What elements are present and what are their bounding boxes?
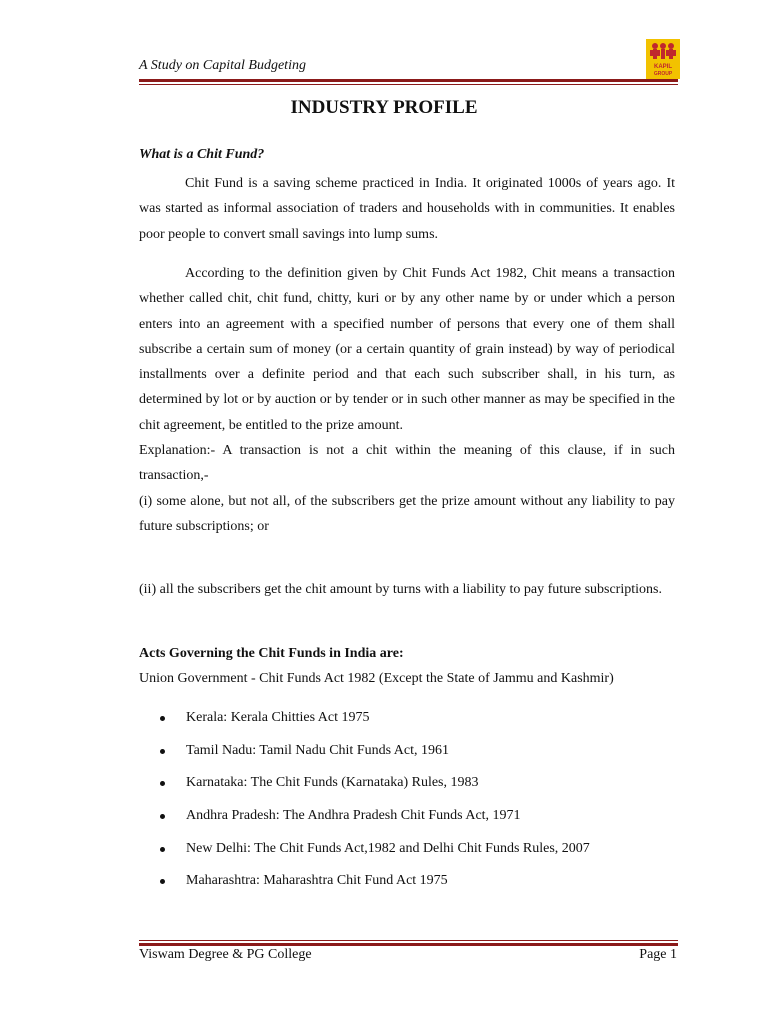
list-item <box>160 841 590 874</box>
body-block-1 <box>139 171 675 247</box>
paragraph-clause-2: (ii) all the subscribers get the chit amount by turns with a liability to pay future subscriptions. <box>139 582 662 597</box>
bullet-icon <box>160 749 165 754</box>
list-item <box>160 710 590 743</box>
page-title: INDUSTRY PROFILE <box>290 97 478 118</box>
svg-text:KAPIL: KAPIL <box>654 64 672 70</box>
acts-union-government: Union Government - Chit Funds Act 1982 (Except the State of Jammu and Kashmir) <box>139 671 614 686</box>
body-block-3 <box>139 577 675 602</box>
list-item <box>160 775 590 808</box>
paragraph-chit-definition: According to the definition given by Chit Funds Act 1982, Chit means a transaction whether called chit, chit fund, chitty, kuri or by any other name by or under which a person enters into an agreement with a specified number of persons that every one of them shall subscribe a certain sum of money (or a certain quantity of grain instead) by way of periodical installments over a definite period and that each such subscriber shall, in his turn, as determined by lot or by auction or by tender or in such other manner as may be specified in the chit agreement, be entitled to the prize amount. <box>139 266 675 433</box>
acts-list <box>160 710 590 906</box>
svg-text:GROUP: GROUP <box>653 71 673 77</box>
paragraph-clause-1: (i) some alone, but not all, of the subscribers get the prize amount without any liability to pay future subscriptions; or <box>139 493 675 534</box>
header-title: A Study on Capital Budgeting <box>139 58 306 73</box>
footer-page-number: Page 1 <box>639 947 677 962</box>
acts-heading: Acts Governing the Chit Funds in India are: <box>139 646 404 661</box>
bullet-icon <box>160 814 165 819</box>
bullet-icon <box>160 847 165 852</box>
paragraph-explanation: Explanation:- A transaction is not a chit within the meaning of this clause, if in such transaction,- <box>139 443 675 484</box>
footer-rule-thin <box>139 940 678 941</box>
bullet-icon <box>160 716 165 721</box>
list-item-text: Andhra Pradesh: The Andhra Pradesh Chit Funds Act, 1971 <box>186 808 521 824</box>
bullet-icon <box>160 879 165 884</box>
list-item-text: New Delhi: The Chit Funds Act,1982 and Delhi Chit Funds Rules, 2007 <box>186 840 590 856</box>
list-item <box>160 808 590 841</box>
list-item-text: Tamil Nadu: Tamil Nadu Chit Funds Act, 1961 <box>186 742 449 758</box>
list-item-text: Karnataka: The Chit Funds (Karnataka) Rules, 1983 <box>186 775 479 791</box>
list-item <box>160 743 590 776</box>
list-item-text: Maharashtra: Maharashtra Chit Fund Act 1975 <box>186 873 448 889</box>
footer-college: Viswam Degree & PG College <box>139 947 312 962</box>
kapil-group-logo <box>646 39 680 79</box>
header-rule-thick <box>139 79 678 82</box>
header-rule-thin <box>139 84 678 85</box>
list-item <box>160 873 590 906</box>
footer-rule-thick <box>139 943 678 946</box>
list-item-text: Kerala: Kerala Chitties Act 1975 <box>186 710 370 725</box>
bullet-icon <box>160 781 165 786</box>
paragraph-chit-fund-intro: Chit Fund is a saving scheme practiced in India. It originated 1000s of years ago. It was started as informal association of traders and households with in communities. It enables poor people to convert small savings into lump sums. <box>139 176 675 242</box>
section-subheading: What is a Chit Fund? <box>139 147 265 162</box>
body-block-2 <box>139 261 675 539</box>
